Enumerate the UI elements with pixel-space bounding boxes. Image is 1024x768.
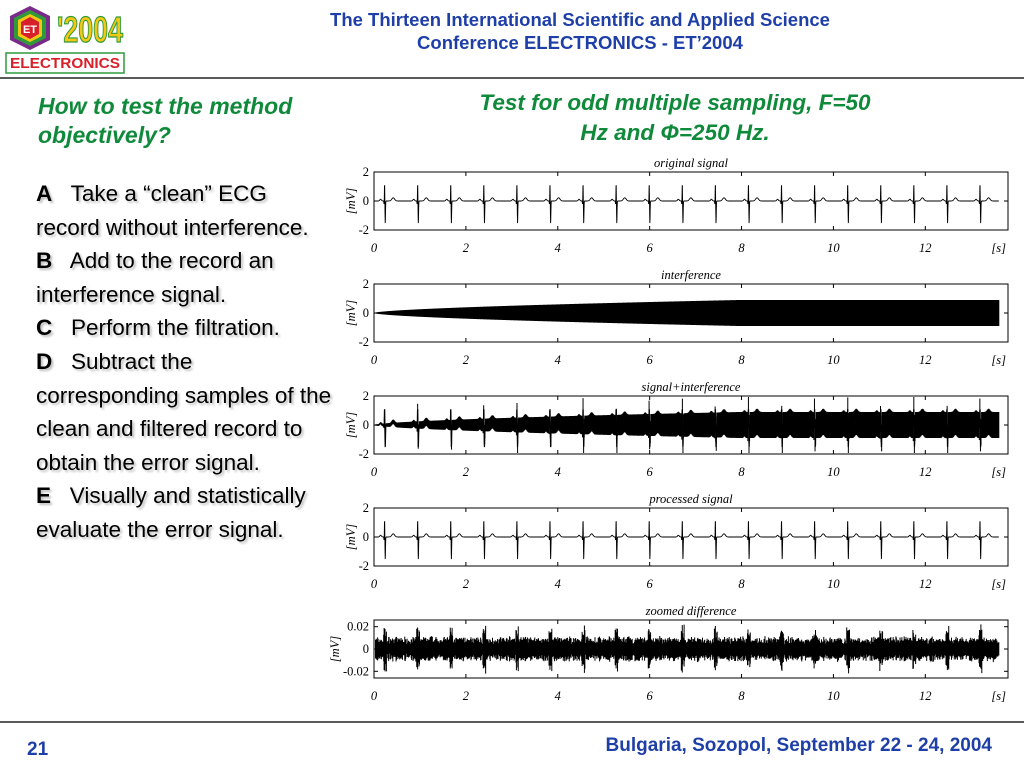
- y-tick-label: 0: [362, 530, 369, 544]
- x-tick-label: 8: [738, 689, 745, 703]
- x-tick-label: 0: [370, 241, 378, 255]
- page-number: 21: [27, 739, 49, 760]
- plot-title: signal+interference: [641, 380, 741, 394]
- y-tick-label: 0: [362, 642, 369, 656]
- test-title-line1: Test for odd multiple sampling, F=50: [479, 90, 871, 115]
- x-tick-label: 6: [646, 241, 653, 255]
- step-c: [36, 311, 336, 345]
- step-text: Visually and statistically evaluate the error signal.: [36, 483, 306, 542]
- y-axis-label: [mV]: [344, 411, 358, 439]
- y-tick-label: -0.02: [342, 664, 369, 679]
- plot-title: original signal: [654, 156, 728, 170]
- y-tick-label: 2: [362, 501, 369, 515]
- y-tick-label: 0: [362, 418, 369, 432]
- conference-title-line2: Conference ELECTRONICS - ET’2004: [417, 32, 743, 53]
- test-title: [400, 88, 950, 148]
- logo-text: ELECTRONICS: [10, 56, 121, 72]
- plot-trace: [374, 624, 999, 673]
- plot-trace: [374, 300, 999, 326]
- x-tick-label: 10: [827, 689, 840, 703]
- x-tick-label: 10: [827, 353, 840, 367]
- x-tick-label: 0: [370, 577, 378, 591]
- plot-line: [374, 300, 999, 326]
- y-tick-label: 2: [362, 165, 369, 179]
- y-axis-label: [mV]: [344, 187, 358, 215]
- step-b: [36, 244, 336, 311]
- x-tick-label: 10: [827, 465, 840, 479]
- y-tick-label: -2: [358, 447, 369, 461]
- x-tick-label: 2: [462, 577, 470, 591]
- step-letter: D: [36, 348, 53, 374]
- step-text: Take a “clean” ECG record without interference.: [36, 181, 309, 240]
- y-tick-label: -2: [358, 335, 369, 349]
- header: [0, 0, 1024, 78]
- y-axis-label: [mV]: [344, 299, 358, 327]
- x-tick-label: 4: [554, 465, 561, 479]
- step-text: Perform the filtration.: [71, 315, 280, 341]
- x-tick-label: 0: [370, 353, 378, 367]
- x-tick-label: 12: [919, 353, 932, 367]
- x-tick-label: 4: [554, 577, 561, 591]
- y-tick-label: 0: [362, 194, 369, 208]
- footer-location: Bulgaria, Sozopol, September 22 - 24, 2004: [605, 735, 992, 756]
- step-a: [36, 177, 336, 244]
- x-tick-label: 6: [646, 577, 653, 591]
- x-tick-label: 12: [919, 689, 932, 703]
- plot-line: [374, 185, 999, 223]
- step-letter: A: [36, 181, 53, 206]
- plot-trace: [374, 521, 999, 559]
- x-axis-unit-label: [s]: [991, 465, 1006, 479]
- signal-plots: [328, 150, 1024, 718]
- x-tick-label: 12: [919, 577, 932, 591]
- step-letter: C: [36, 315, 53, 341]
- step-letter: B: [36, 248, 53, 274]
- plot-line: [374, 394, 999, 460]
- plot-line: [374, 624, 999, 673]
- x-tick-label: 4: [554, 689, 561, 703]
- plot-title: interference: [661, 268, 721, 282]
- x-axis-unit-label: [s]: [991, 689, 1006, 703]
- logo-year: '2004: [57, 9, 123, 50]
- x-tick-label: 12: [919, 465, 932, 479]
- y-tick-label: -2: [358, 223, 369, 237]
- y-axis-label: [mV]: [344, 523, 358, 551]
- x-tick-label: 2: [462, 465, 470, 479]
- conference-title-line1: The Thirteen International Scientific and Applied Science: [330, 9, 830, 30]
- x-tick-label: 0: [370, 465, 378, 479]
- x-tick-label: 10: [827, 577, 840, 591]
- y-axis-label: [mV]: [328, 635, 342, 663]
- step-e: [36, 479, 336, 546]
- header-divider: [0, 77, 1024, 79]
- x-axis-unit-label: [s]: [991, 577, 1006, 591]
- x-tick-label: 2: [462, 241, 470, 255]
- steps-list: [36, 177, 336, 547]
- x-tick-label: 4: [554, 353, 561, 367]
- conference-logo: [4, 2, 126, 76]
- x-tick-label: 8: [738, 465, 745, 479]
- plot-trace: [374, 185, 999, 223]
- x-tick-label: 10: [827, 241, 840, 255]
- plot-title: zoomed difference: [645, 604, 737, 618]
- x-tick-label: 8: [738, 241, 745, 255]
- y-tick-label: 2: [362, 277, 369, 291]
- step-d: [36, 345, 336, 479]
- et-emblem-icon: [10, 6, 50, 50]
- x-tick-label: 4: [554, 241, 561, 255]
- plot-title: processed signal: [649, 492, 733, 506]
- y-tick-label: -2: [358, 559, 369, 573]
- y-tick-label: 0.02: [347, 619, 369, 634]
- x-tick-label: 8: [738, 353, 745, 367]
- x-tick-label: 6: [646, 689, 653, 703]
- x-axis-unit-label: [s]: [991, 353, 1006, 367]
- plot-line: [374, 521, 999, 559]
- x-axis-unit-label: [s]: [991, 241, 1006, 255]
- footer: [0, 723, 1024, 768]
- x-tick-label: 8: [738, 577, 745, 591]
- x-tick-label: 6: [646, 353, 653, 367]
- x-tick-label: 6: [646, 465, 653, 479]
- y-tick-label: 0: [362, 306, 369, 320]
- step-text: Add to the record an interference signal.: [36, 248, 274, 307]
- conference-title: [150, 8, 1010, 54]
- x-tick-label: 0: [370, 689, 378, 703]
- x-tick-label: 2: [462, 689, 470, 703]
- question-heading: How to test the method objectively?: [38, 93, 293, 148]
- svg-text:ET: ET: [22, 24, 38, 36]
- step-text: Subtract the corresponding samples of the clean and filtered record to obtain the error signal.: [36, 348, 332, 475]
- x-tick-label: 2: [462, 353, 470, 367]
- plot-trace: [374, 394, 999, 460]
- y-tick-label: 2: [362, 389, 369, 403]
- step-letter: E: [36, 483, 52, 509]
- x-tick-label: 12: [919, 241, 932, 255]
- test-title-line2: Hz and Φ=250 Hz.: [580, 120, 770, 145]
